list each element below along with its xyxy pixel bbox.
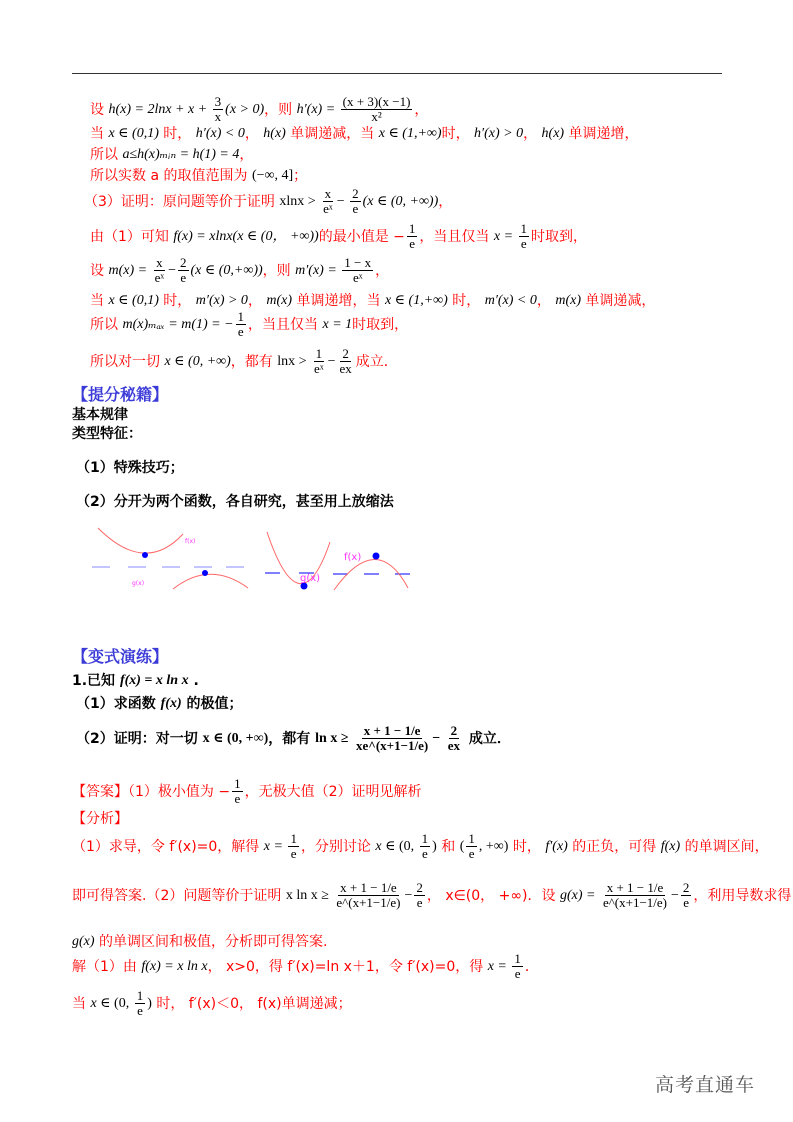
math-expression: f(x) xyxy=(660,838,681,854)
numerator: 1 xyxy=(315,346,323,361)
text-run: 单调递减， xyxy=(580,293,656,309)
denominator: ex xyxy=(447,738,460,753)
math-expression: m′(x) = xyxy=(295,262,341,278)
text-run: 所以 xyxy=(90,147,123,163)
math-expression: f′(x) xyxy=(545,838,568,854)
text-run: ， xyxy=(247,293,267,309)
text-line xyxy=(90,125,639,143)
numerator: 2 xyxy=(450,723,458,738)
math-expression: (0, xyxy=(398,838,418,854)
math-expression: h(x) xyxy=(541,126,565,141)
numerator: 1 xyxy=(237,309,245,324)
text-line xyxy=(90,256,389,285)
curve-g2 xyxy=(267,532,330,584)
numerator: 1 xyxy=(408,221,416,236)
fraction xyxy=(312,347,326,376)
text-line xyxy=(72,406,128,424)
math-expression: g(x) xyxy=(72,934,95,949)
text-run: 解（1）由 xyxy=(72,958,142,975)
math-expression: ln x ≥ xyxy=(315,730,353,746)
text-run: 由（1）可知 xyxy=(90,228,174,245)
text-run: ，当且仅当 xyxy=(248,316,323,333)
fraction xyxy=(420,832,431,861)
fraction xyxy=(519,222,530,251)
fraction xyxy=(354,724,430,753)
numerator: x xyxy=(324,186,332,201)
text-run: 设 xyxy=(90,262,109,279)
text-line xyxy=(72,810,128,828)
text-run: 时， xyxy=(447,293,485,309)
text-run: . xyxy=(188,673,199,689)
text-run: 单调递减，当 xyxy=(285,126,379,142)
text-run: ， xyxy=(375,262,390,279)
text-run: ， xyxy=(536,293,556,309)
math-expression: lnx > xyxy=(277,353,311,369)
text-line xyxy=(76,695,243,713)
text-run: 时， f′(x)＜0， f(x)单调递减； xyxy=(151,995,352,1012)
math-expression: x = 1 xyxy=(322,316,353,332)
text-line xyxy=(76,493,394,511)
text-run: ，无极大值（2）证明见解析 xyxy=(244,783,422,800)
fraction xyxy=(213,95,224,124)
fraction xyxy=(466,832,477,861)
numerator: (x + 3)(x −1) xyxy=(342,94,411,109)
text-line xyxy=(72,425,142,443)
text-run: 所以实数 xyxy=(90,168,151,184)
text-run: （1）求函数 xyxy=(76,696,161,712)
text-line xyxy=(72,989,352,1018)
math-expression: x ∈ (0,1) xyxy=(108,293,159,308)
text-run: ， xyxy=(523,126,542,142)
math-expression: h(x) = 2lnx + x + xyxy=(108,101,211,117)
math-expression: (x ∈ (0, +∞)) xyxy=(362,193,439,209)
text-run: 时取到， xyxy=(352,316,409,333)
numerator: 2 xyxy=(342,346,349,361)
math-expression: g(x) = xyxy=(559,887,599,903)
denominator: e xyxy=(290,846,297,861)
denominator: e xyxy=(237,324,244,339)
text-run: ； xyxy=(293,168,308,184)
point-min xyxy=(142,552,148,558)
text-run: ，都有 xyxy=(230,353,278,370)
fraction xyxy=(337,347,353,376)
math-expression: (x ∈ (0,+∞)) xyxy=(190,262,263,278)
math-expression: − xyxy=(168,262,176,278)
text-run: 【答案】（1）极小值为 − xyxy=(72,783,231,800)
math-expression: f(x) = xlnx(x ∈ (0， +∞)) xyxy=(173,228,319,244)
text-line xyxy=(76,459,184,477)
point-max2 xyxy=(373,553,380,560)
text-run: 【分析】 xyxy=(72,811,128,827)
denominator: eˣ xyxy=(352,270,363,285)
curve-f xyxy=(98,528,183,553)
math-expression: f(x) = x ln x xyxy=(119,673,189,688)
denominator: x² xyxy=(371,109,382,124)
label-g: g(x) xyxy=(300,573,321,584)
math-expression: x ∈ (1,+∞) xyxy=(384,293,448,308)
math-expression: h′(x) > 0 xyxy=(474,126,524,141)
numerator: 1 xyxy=(520,221,528,236)
math-expression: − xyxy=(671,887,679,903)
numerator: 1 − x xyxy=(344,255,372,270)
math-expression: m(x) = xyxy=(108,262,151,278)
math-expression: f(x) = x ln x xyxy=(141,958,208,974)
text-run: ， xyxy=(244,126,264,142)
text-line xyxy=(90,292,655,310)
denominator: x xyxy=(214,109,222,124)
numerator: x + 1 − 1/e xyxy=(606,880,664,895)
text-run: ， x>0，得 f′(x)=ln x＋1，令 f′(x)=0，得 xyxy=(207,958,488,975)
numerator: 1 xyxy=(421,831,429,846)
text-run: 时， xyxy=(158,293,196,309)
fraction xyxy=(414,881,425,910)
denominator: e xyxy=(352,201,359,216)
denominator: eˣ xyxy=(314,361,324,376)
fraction xyxy=(512,952,523,981)
denominator: eˣ xyxy=(323,201,333,216)
fraction xyxy=(407,222,418,251)
math-expression: x ∈ xyxy=(375,838,399,854)
math-expression: − xyxy=(432,730,444,746)
graph-left xyxy=(92,528,248,589)
text-run: 时， xyxy=(508,838,546,855)
text-line xyxy=(72,672,199,690)
fraction xyxy=(232,777,243,806)
text-run: 和 xyxy=(436,838,460,855)
text-run: 时， xyxy=(441,126,475,142)
math-expression: x = xyxy=(493,228,517,244)
math-expression: x ln x ≥ xyxy=(285,887,333,903)
math-expression: m(x) xyxy=(266,293,293,308)
numerator: 1 xyxy=(234,776,241,791)
text-line xyxy=(90,167,307,185)
denominator: e xyxy=(234,791,241,806)
denominator: e xyxy=(137,1003,143,1018)
math-expression: a≤h(x)ₘᵢₙ = h(1) = 4 xyxy=(122,147,240,162)
math-expression: m(x)ₘₐₓ = m(1) = − xyxy=(122,316,234,332)
text-run: 1.已知 xyxy=(72,673,120,689)
text-run: ，利用导数求得 xyxy=(693,887,792,904)
math-expression: ) xyxy=(432,838,437,854)
denominator: e xyxy=(416,895,423,910)
fraction xyxy=(342,256,373,285)
text-run: 类型特征： xyxy=(72,426,142,442)
numerator: 1 xyxy=(514,951,521,966)
math-expression: x ∈ (0, +∞) xyxy=(164,353,231,369)
denominator: e xyxy=(683,895,690,910)
text-line xyxy=(72,952,539,981)
numerator: 2 xyxy=(352,186,359,201)
fraction xyxy=(153,256,167,285)
numerator: x xyxy=(156,255,163,270)
text-line xyxy=(90,222,587,251)
math-expression: m′(x) > 0 xyxy=(195,293,248,308)
math-expression: x ∈ (1,+∞) xyxy=(378,126,442,141)
label-f-small: f(x) xyxy=(185,538,196,545)
denominator: e xyxy=(468,846,475,861)
curve-g xyxy=(173,574,248,589)
text-run: ． xyxy=(524,958,539,975)
math-expression: m(x) xyxy=(555,293,581,308)
math-expression: (x > 0) xyxy=(225,101,265,117)
text-line xyxy=(72,881,791,910)
numerator: 1 xyxy=(468,831,475,846)
denominator: e xyxy=(422,846,428,861)
fraction xyxy=(178,256,189,285)
math-expression: ( xyxy=(459,838,465,854)
math-expression: (0, xyxy=(114,995,133,1011)
text-run: a xyxy=(150,168,160,184)
text-run: ，分别讨论 xyxy=(300,838,376,855)
text-line xyxy=(72,832,769,861)
fraction xyxy=(321,187,335,216)
text-line xyxy=(90,347,398,376)
numerator: 3 xyxy=(214,94,222,109)
text-run: ，都有 xyxy=(268,730,316,747)
text-run: （2）分开为两个函数，各自研究，甚至用上放缩法 xyxy=(76,494,394,510)
text-run: ，则 xyxy=(264,101,297,118)
fraction xyxy=(288,832,299,861)
text-run: ，当且仅当 xyxy=(419,228,494,245)
text-run: （2）证明：对一切 xyxy=(76,730,203,747)
numerator: x + 1 − 1/e xyxy=(363,723,421,738)
point-max xyxy=(202,570,208,576)
text-run: 的单调区间， xyxy=(680,838,769,855)
text-run: （3）证明：原问题等价于证明 xyxy=(84,193,280,210)
denominator: ex xyxy=(339,361,352,376)
text-run: 当 xyxy=(90,126,109,142)
text-line xyxy=(72,933,327,951)
text-run: 的单调区间和极值，分析即可得答案. xyxy=(94,934,328,950)
text-run: 【变式演练】 xyxy=(72,647,169,666)
fraction xyxy=(236,310,247,339)
text-line xyxy=(72,777,422,806)
numerator: x + 1 − 1/e xyxy=(340,880,397,895)
text-run: 即可得答案.（2）问题等价于证明 xyxy=(72,887,286,904)
text-run: 单调递增，当 xyxy=(292,293,385,309)
math-expression: − xyxy=(336,193,349,209)
numerator: 2 xyxy=(416,880,423,895)
text-run: 【提分秘籍】 xyxy=(72,385,169,404)
math-expression: x ∈ xyxy=(90,995,115,1011)
numerator: 1 xyxy=(290,831,297,846)
text-line xyxy=(72,386,168,404)
math-expression: − xyxy=(327,353,336,369)
fraction xyxy=(135,989,146,1018)
text-run: 成立． xyxy=(355,353,398,370)
text-run: 单调递增， xyxy=(564,126,639,142)
header-rule xyxy=(72,73,722,74)
math-expression: x ∈ (0, +∞) xyxy=(202,730,269,746)
denominator: xe^(x+1−1/e) xyxy=(356,738,429,753)
text-run: ， xyxy=(239,147,254,163)
math-expression: f(x) xyxy=(160,696,182,711)
text-run: （1）特殊技巧； xyxy=(76,460,184,476)
math-expression: , +∞) xyxy=(478,838,509,854)
text-run: 所以 xyxy=(90,316,123,333)
math-expression: h′(x) < 0 xyxy=(195,126,245,141)
text-run: 设 xyxy=(90,101,109,118)
text-run: ， xyxy=(414,101,429,118)
text-run: ，则 xyxy=(262,262,296,279)
label-f: f(x) xyxy=(344,552,362,563)
text-run: 当 xyxy=(90,293,109,309)
denominator: e xyxy=(514,966,521,981)
text-line xyxy=(90,146,253,164)
math-expression: xlnx > xyxy=(279,193,320,209)
text-run: 基本规律 xyxy=(72,407,128,423)
text-line xyxy=(90,95,428,124)
text-line xyxy=(76,724,511,753)
text-run: （1）求导，令 f′(x)=0，解得 xyxy=(72,838,264,855)
fraction xyxy=(601,881,669,910)
text-line xyxy=(84,187,452,216)
text-run: 时取到， xyxy=(531,228,588,245)
text-run: 的最小值是 − xyxy=(318,228,405,245)
denominator: e xyxy=(409,236,416,251)
text-run: 当 xyxy=(72,995,91,1012)
fraction xyxy=(681,881,692,910)
function-graphs-figure xyxy=(80,520,420,595)
fraction xyxy=(334,881,402,910)
numerator: 2 xyxy=(180,255,187,270)
math-expression: h′(x) = xyxy=(296,101,339,117)
math-expression: (−∞, 4] xyxy=(251,168,294,183)
text-run: 的极值； xyxy=(181,696,243,712)
math-expression: x = xyxy=(487,958,511,974)
curve-f2 xyxy=(334,559,408,590)
text-run: 的正负，可得 xyxy=(567,838,661,855)
text-line xyxy=(90,310,408,339)
numerator: 2 xyxy=(682,880,690,895)
fraction xyxy=(341,95,413,124)
text-run: 的取值范围为 xyxy=(159,168,252,184)
watermark-footer: 高考直通车 xyxy=(655,1074,756,1096)
denominator: e^(x+1−1/e) xyxy=(336,895,401,910)
math-expression: x ∈ (0,1) xyxy=(108,126,159,141)
fraction xyxy=(446,724,462,753)
graph-right xyxy=(265,532,410,590)
text-run: 所以对一切 xyxy=(90,353,165,370)
math-expression: x = xyxy=(263,838,287,854)
math-expression: − xyxy=(404,887,413,903)
text-line xyxy=(72,648,168,666)
math-expression: ) xyxy=(147,995,152,1011)
denominator: eˣ xyxy=(154,270,165,285)
text-run: ， x∈(0， +∞)．设 xyxy=(426,887,560,904)
fraction xyxy=(350,187,361,216)
text-run: 成立． xyxy=(463,730,511,747)
denominator: e xyxy=(180,270,187,285)
text-run: ， xyxy=(438,193,453,210)
denominator: e^(x+1−1/e) xyxy=(602,895,668,910)
label-g-small: g(x) xyxy=(132,580,145,587)
denominator: e xyxy=(520,236,527,251)
math-expression: m′(x) < 0 xyxy=(484,293,537,308)
numerator: 1 xyxy=(136,988,144,1003)
text-run: 时， xyxy=(158,126,196,142)
math-expression: h(x) xyxy=(263,126,286,141)
